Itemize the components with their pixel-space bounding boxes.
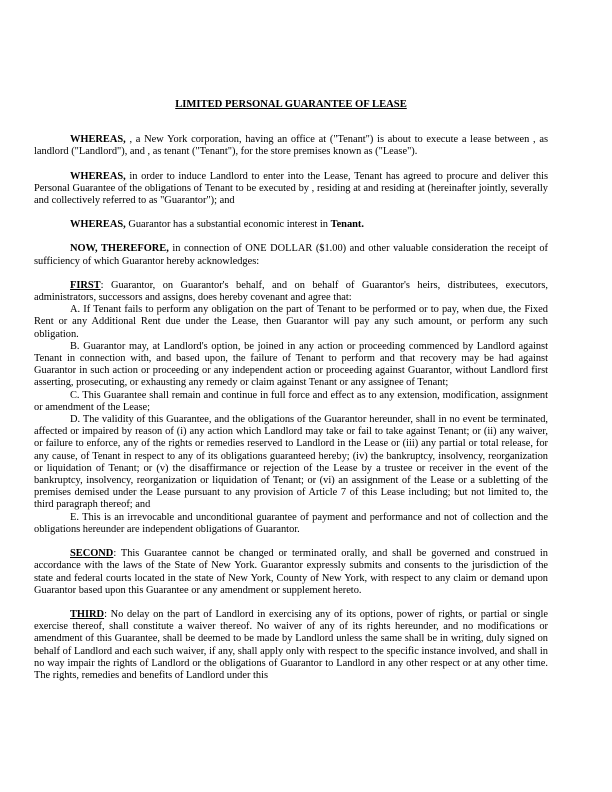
tenant-bold: Tenant. — [330, 219, 364, 231]
now-therefore-lead: NOW, THEREFORE, — [70, 243, 169, 255]
second-paragraph — [34, 548, 548, 597]
first-item-c: C. This Guarantee shall remain and continue in full force and effect as to any extension, modification, assignment or amendment of the Lease; — [34, 389, 548, 413]
whereas-text: Guarantor has a substantial economic interest in — [125, 219, 331, 231]
whereas-lead: WHEREAS, — [70, 134, 126, 146]
whereas-paragraph-2 — [34, 171, 548, 208]
document-body — [34, 99, 548, 694]
third-heading: THIRD — [70, 608, 105, 620]
third-paragraph — [34, 609, 548, 682]
whereas-lead: WHEREAS, — [70, 219, 126, 231]
first-paragraph — [34, 280, 548, 304]
first-heading: FIRST — [70, 279, 101, 291]
second-heading: SECOND — [70, 548, 114, 560]
whereas-text: in order to induce Landlord to enter into the Lease, Tenant has agreed to procure and deliver this Personal Guarantee of the obligations of Tenant to be executed by , residing at and residing at (hereinafter jointly, severally and collectively referred to as "Guarantor"); and — [34, 170, 548, 207]
first-item-e: E. This is an irrevocable and unconditional guarantee of payment and performance and not of collection and the obligations hereunder are independent obligations of Guarantor. — [34, 511, 548, 535]
first-item-b: B. Guarantor may, at Landlord's option, be joined in any action or proceeding commenced by Landlord against Tenant in connection with, and based upon, the failure of Tenant to perform and that recovery may be had against Guarantor in such action or proceeding or any independent action or proceeding against Guarantor, without Landlord first asserting, prosecuting, or exhausting any remedy or claim against Tenant or any assignee of Tenant; — [34, 340, 548, 389]
now-therefore-paragraph — [34, 243, 548, 267]
whereas-paragraph-3 — [34, 219, 548, 231]
whereas-lead: WHEREAS, — [70, 170, 126, 182]
first-text: : Guarantor, on Guarantor's behalf, and on behalf of Guarantor's heirs, distributees, executors, administrators, successors and assigns, does hereby covenant and agree that: — [34, 279, 548, 304]
whereas-paragraph-1 — [34, 134, 548, 158]
first-item-d: D. The validity of this Guarantee, and the obligations of the Guarantor hereunder, shall in no event be terminated, affected or impaired by reason of (i) any action which Landlord may take or fail to take against Tenant; or (ii) any waiver, or failure to enforce, any of the rights or remedies reserved to Landlord in the Lease or (iii) any partial or total release, for any cause, of Tenant in respect to any of its obligations guaranteed hereby; (iv) the bankruptcy, insolvency, reorganization or liquidation of Tenant; or (v) the disaffirmance or rejection of the Lease by a trustee or receiver in the event of the bankruptcy, insolvency, reorganization or liquidation of Tenant; or (vi) an assignment of the Lease or a subletting of the premises demised under the Lease pursuant to any provision of Article 7 of this Lease including; but not limited to, the third paragraph thereof; and — [34, 414, 548, 511]
whereas-text: , a New York corporation, having an office at ("Tenant") is about to execute a lease between , as landlord ("Landlord"), and , as tenant ("Tenant"), for the store premises known as ("Lease"). — [34, 134, 548, 158]
document-title: LIMITED PERSONAL GUARANTEE OF LEASE — [175, 99, 407, 110]
third-text: : No delay on the part of Landlord in exercising any of its options, power of rights, or partial or single exercise thereof, shall constitute a waiver thereof. No waiver of any of its rights hereunder, and no modifications or amendment of this Guarantee, shall be deemed to be made by Landlord unless the same shall be in writing, duly signed on behalf of Landlord and each such waiver, if any, shall apply only with respect to the specific instance involved, and shall in no way impair the rights of Landlord or the obligations of Guarantor to Landlord in any other respect or at any other time. The rights, remedies and benefits of Landlord under this — [34, 608, 548, 681]
now-therefore-text: in connection of ONE DOLLAR ($1.00) and other valuable consideration the receipt of sufficiency of which Guarantor hereby acknowledges: — [34, 243, 548, 267]
first-item-a: A. If Tenant fails to perform any obligation on the part of Tenant to be performed or to pay, when due, the Fixed Rent or any Additional Rent due under the Lease, then Guarantor will pay any such amount, or perform any such obligation. — [34, 304, 548, 340]
second-text: : This Guarantee cannot be changed or terminated orally, and shall be governed and construed in accordance with the laws of the State of New York. Guarantor expressly submits and consents to the jurisdiction of the state and federal courts located in the state of New York, County of New York, with respect to any claim or demand upon Guarantor based upon this Guarantee or any amendment or supplement hereto. — [34, 548, 548, 596]
